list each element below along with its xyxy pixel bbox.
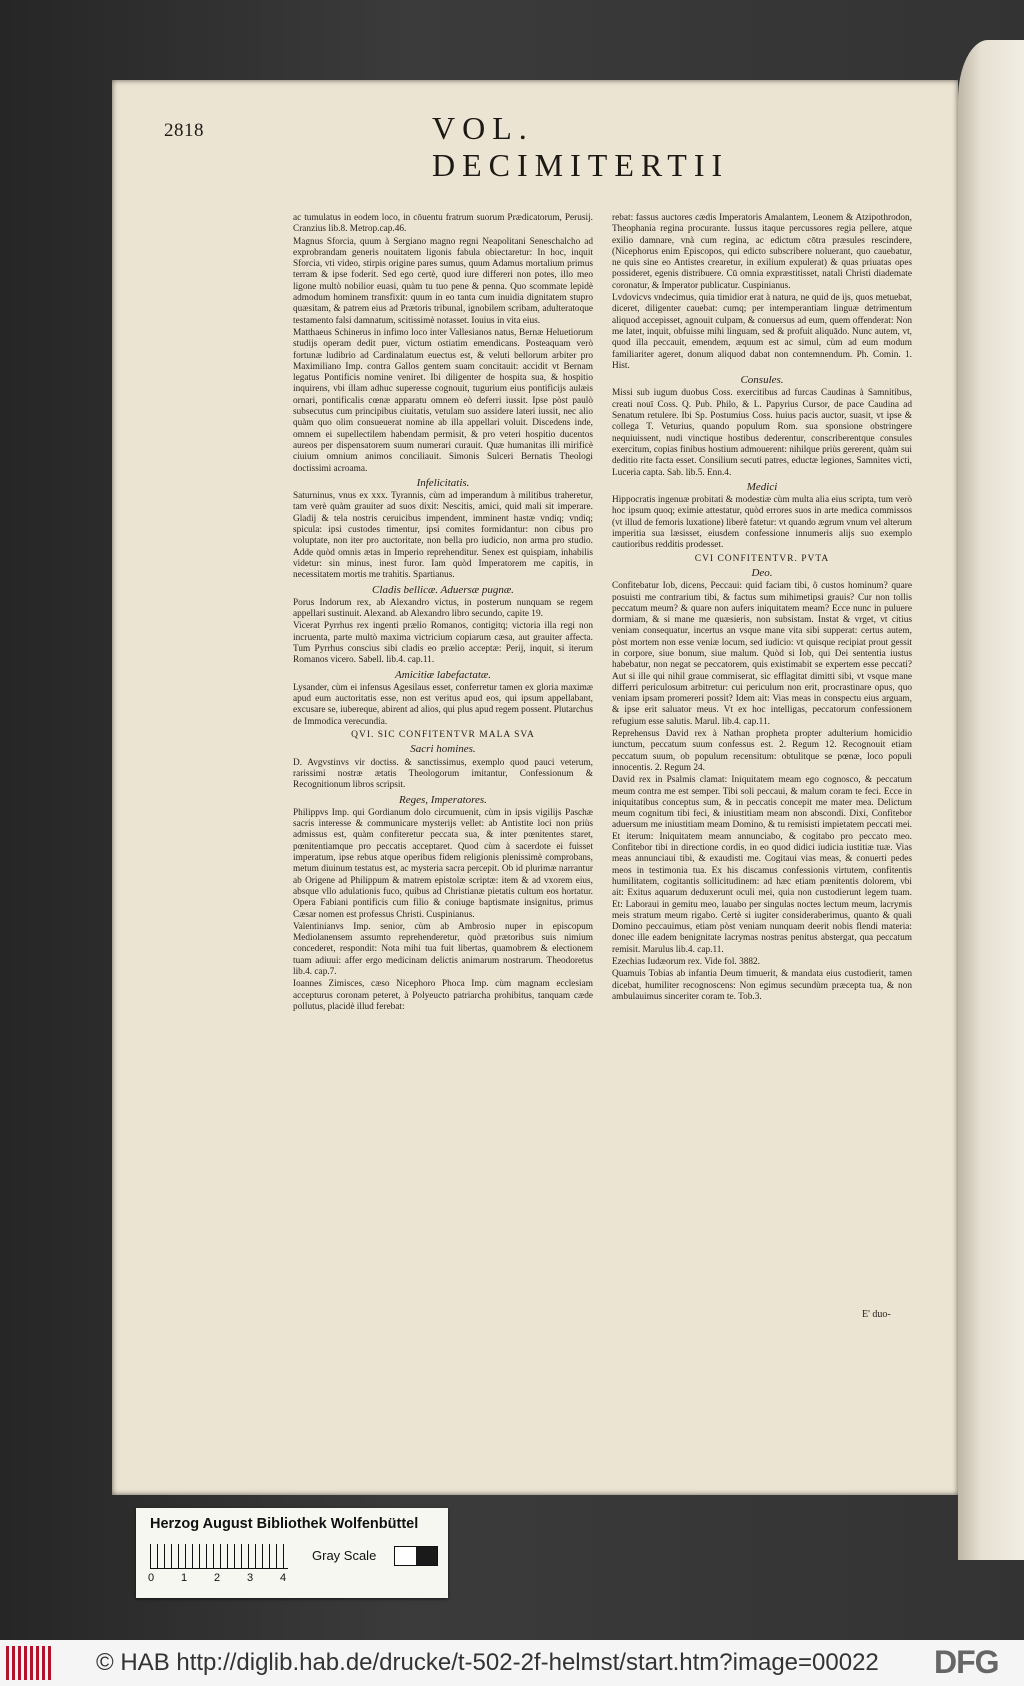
paragraph: Saturninus, vnus ex xxx. Tyrannis, cùm ad imperandum à militibus traheretur, tam verè quàm grauiter ad suos dixit: Nescitis, amici, quid mali sit imperare. Gladij & tela nostris ceruicibus impendent, imminent hastæ vndiq; vndiq; spicula: ipsi custodes timentur, ipsi comites formidantur: non cibus pro voluptate, non iter pro auctoritate, non bella pro iudicio, non arma pro studio. Adde quòd omnis ætas in Imperio reprehenditur. Senex est quispiam, inhabilis videtur: sin minus, inest furor. Iam quòd Imperatorem me capitis, in necessitatem mortis me trahitis. Spartianus. bbox=[293, 491, 593, 581]
ruler-tick-label: 4 bbox=[280, 1572, 287, 1584]
hab-logo-icon bbox=[6, 1646, 52, 1680]
paragraph: Quamuis Tobias ab infantia Deum timuerit, & mandata eius custodierit, tamen dicebat, humiliter recognoscens: Non egimus secundùm præcepta tua, & non ambulauimus sinceriter coram te. Tob.3. bbox=[612, 969, 912, 1002]
paragraph: Ezechias Iudæorum rex. Vide fol. 3882. bbox=[612, 957, 760, 967]
section-heading: Amicitiæ labefactatæ. bbox=[395, 668, 491, 681]
page-header bbox=[164, 110, 784, 183]
paragraph: Magnus Sforcia, quum à Sergiano magno regni Neapolitani Seneschalcho ad exprobrandam generis nouitatem ligonis fabula obiectaretur: In hoc, inquit Sforcia, vti video, stirpis origine pares sumus, quum Adamus mortalium primus terram & ipse foderit. Sed ego certè, quod iure differeri non potes, illo meo ligone multò nobilior euasi, quàm tu tuo pene & penna. Quo scommate lepidè admodum hominem transfixit: quum in eo tanta cum inuidia dignitatem stupro quæsitam, & patrem eius ad Prætoris tribunal, ignobilem scribam, adulteratoque testamento falsi damnatum, scitissimè notasset. Iouius in vita eius. bbox=[293, 236, 593, 326]
paragraph: Hippocratis ingenuæ probitati & modestiæ cùm multa alia eius scripta, tum verò hoc ipsum quoq; eximie attestatur, quòd errores suos in arte medica commissos (vt illud de femoris luxatione) liberè fatetur: vt quando ægrum vnum vel alterum imperitia sua læsisset, eiusdem confessione innumeris alijs suo exemplo cautioribus redditis prodesset. bbox=[612, 495, 912, 551]
paragraph: Porus Indorum rex, ab Alexandro victus, in posterum nunquam se regem appellari sustinuit. Alexand. ab Alexandro libro secundo, capite 19. bbox=[293, 597, 593, 620]
paragraph: Confitebatur Iob, dicens, Peccaui: quid faciam tibi, ô custos hominum? quare posuisti me contrarium tibi, & factus sum mihimetipsi grauis? Cur non tollis peccatum meum? & quare non aufers iniquitatem meam? Ecce nunc in puluere dormiam, & si mane me quæsieris, non subsistam. Instat & vrget, vt citius veniam consequatur, incertus an vsque mane vita sibi supperat: certus autem, pòst mortem non esse veniæ locum, sed iudicio: vt quisque recipiat prout gessit in corpore, siue bonum, siue malum. Quòd si Iob, qui Dei sententia iustus habebatur, non negat se peccatorem, quis existimabit se expertem esse peccati? Aut si ille qui nihil graue commiserat, sic efflagitat dimitti sibi, vt vsque mane differri periculosum arbitretur: cui periculum non erit, procrastinare opus, quo veniam ipsam promereri possit? Idem ait: Vias meas in conspectu eius arguam, & ipse erit saluator meus. Vt ex hoc intelligas, peccatorum confessionem refugium esse salutis. Marul. lib.4. cap.11. bbox=[612, 581, 912, 727]
section-heading: Sacri homines. bbox=[410, 743, 476, 756]
paragraph: Philippvs Imp. qui Gordianum dolo circumuenit, cùm in ipsis vigilijs Paschæ sacris interesse & communicare mysterijs vellet: ab Antistite loci non priùs admissus est, quàm confiteretur peccata sua, & inter pœnitentes staret, pœnitentiamque pro peccatis acceptaret. Quod cùm à sacerdote ei fuisset imperatum, ipse rebus atque operibus fidem religionis plenissimè comprobans, metum diuinum testatus est, ac mysteria sacra percepit. Ob id plurimæ narrantur ab Origene ad Philippum & matrem epistolæ scriptæ: item & ad vxorem eius, absque vllo adulationis fuco, quibus ad Christianæ pietatis cultum eos hortatur. Opera Fabiani pontificis cum filio & coniuge baptismate insignitus, primus Cæsar nomen est professus Christi. Cuspinianus. bbox=[293, 807, 593, 920]
library-name: Herzog August Bibliothek Wolfenbüttel bbox=[150, 1516, 419, 1532]
library-color-card bbox=[136, 1508, 448, 1598]
page-number: 2818 bbox=[164, 120, 204, 141]
paragraph: Reprehensus David rex à Nathan propheta propter adulterium homicidio iunctum, peccatum suum confessus est. 2. Regum 12. Recognouit etiam peccatum suum, ob populum recensitum: obtulitque se pœnæ, loco populi innocentis. 2. Regum 24. bbox=[612, 729, 912, 773]
paragraph: rebat: fassus auctores cædis Imperatoris Amalantem, Leonem & Atzipothrodon, Theophania regina procurante. Iussus itaque percussores regia pellere, atque exilio damnare, vnà cum regina, ac edictum cōtra præsules rescindere, (Nicephorus enim Episcopos, qui edicto subscribere noluerant, quo cauebatur, ne quis sine eo Antistes crearetur, in exilium expulerat) & quas priuatas opes possideret, egenis distribuere. Cū omnia expræstitisset, natali Christi diademate coronatur, & Imperator publicatur. Cuspinianus. bbox=[612, 213, 912, 291]
section-subheading: QVI. SIC CONFITENTVR MALA SVA bbox=[351, 730, 535, 741]
catchword: E' duo- bbox=[862, 1309, 891, 1320]
paragraph: Ioannes Zimisces, cæso Nicephoro Phoca Imp. cùm magnam ecclesiam accepturus coronam peteret, à Polyeucto patriarcha prohibitus, tanquam cæde pollutus, placidè illud ferebat: bbox=[293, 979, 593, 1012]
scale-ruler bbox=[150, 1544, 288, 1569]
section-subheading: CVI CONFITENTVR. PVTA bbox=[694, 553, 830, 564]
paragraph: Matthaeus Schinerus in infimo loco inter Vallesianos natus, Bernæ Heluetiorum studijs operam dedit puer, victum ostiatim emendicans. Posteaquam verò fortunæ ludibrio ad Cardinalatum euectus est, & veluti bellorum arbiter pro Maximiliano Imp. contra Gallos gentem suam concitauit: accidit vt Bernam legatus Pontificis nomine veniret. Ibi diligenter de hospita sua, & hospitio inquirens, vbi illam adhuc superesse cognouit, tugurium eius pontificijs aulæis ornari, pontificalis cœnæ apparatu omnem eò deferri iussit. Ipse pòst paulò subsecutus cum principibus ciuitatis, vetulam suo assidere lateri iussit, nec alio quàm quo olim consueuerat nomine ab illa appellari voluit. Discedens inde, omnem ei supellectilem habendam permisit, & pro veteri hospitio ducentos aureos per dispensatorem suum numerari curauit. Quæ humanitas illi mirificè ciuium omnium animos conciliauit. Simonis Sulceri Bernatis Theologi doctissimi acroama. bbox=[293, 327, 593, 474]
viewer-footer bbox=[0, 1640, 1024, 1686]
paragraph: David rex in Psalmis clamat: Iniquitatem meam ego cognosco, & peccatum meum contra me est semper. Tibi soli peccaui, & malum coram te feci. Ecce in iniquitatibus conceptus sum, & in peccatis concepit me mater mea. Delictum meum cognitum tibi feci, & iniustitiam meam non abscondi. Dixi, Confitebor aduersum me iniustitiam meam Domino, & tu remisisti impietatem peccati mei. Et iterum: Iniquitatem meam annunciabo, & cogitabo pro peccato meo. Confitebor tibi in directione cordis, in eo quod didici iudicia iustitiæ tuæ. Vias meas annunciaui tibi, & exaudisti me. Cogitaui vias meas, & conuerti pedes meos in testimonia tua. Ex his discamus confessionis virtutem, confitentis humilitatem, cogitantis sollicitudinem: ad hæc etiam pœnitentis dolorem, vbi ait: Exitus aquarum deduxerunt oculi mei, quia non custodierunt legem tuam. Et: Laboraui in gemitu meo, lauabo per singulas noctes lectum meum, lacrymis meis stratum meum rigabo. Certè si iugiter consideraberimus, quanto & quali Domino peccauimus, etiam pòst veniam nunquam deerit nobis flendi materia: donec ille eadem benignitate lacrymas nostras penitus abstergat, qua peccatum remisit. Marulus lib.4. cap.11. bbox=[612, 775, 912, 955]
adjacent-page-edge bbox=[958, 40, 1024, 1560]
paragraph: D. Avgvstinvs vir doctiss. & sanctissimus, exemplo quod pauci veterum, rarissimi nostræ ætatis Theologorum imitantur, Confessionum & Recognitionum libros scripsit. bbox=[293, 757, 593, 791]
paragraph: Valentinianvs Imp. senior, cùm ab Ambrosio nuper in episcopum Mediolanensem assumto reprehenderetur, quòd prætoribus suis nimium concederet, respondit: Nota mihi tua fuit libertas, quamobrem & electionem tuam adiuui: affer ergo medicinam delictis animarum nostrarum. Theodoretus lib.4. cap.7. bbox=[293, 921, 593, 977]
paragraph: Lvdovicvs vndecimus, quia timidior erat à natura, ne quid de ijs, quos metuebat, diceret, diligenter cauebat: cumq; per intemperantiam linguæ detrimentum aliquod accepisset, agnouit culpam, & conuersus ad eum, quem offenderat: Non me latet, inquit, obfuisse mihi linguam, sed & profuit aliquādo. Nunc autem, vt, quod illa peccauit, emendem, æquum est ac simul, cùm ad eum modum familiariter ageret, donum aliquod dabat non contemnendum. Ph. Comin. 1. Hist. bbox=[612, 293, 912, 371]
ruler-tick-label: 2 bbox=[214, 1572, 221, 1584]
section-heading: Reges, Imperatores. bbox=[399, 793, 487, 806]
ruler-tick-label: 1 bbox=[181, 1572, 188, 1584]
paragraph: Lysander, cùm ei infensus Agesilaus esset, conferretur tamen ex gloria maximæ apud eum auctoritatis esse, non est veritus apud eos, qui ipsum appellabant, excusare se, iubereque, abirent ad alios, qui plus apud regem possent. Plutarchus de Immodica verecundia. bbox=[293, 682, 593, 727]
paragraph: ac tumulatus in eodem loco, in cōuentu fratrum suorum Prædicatorum, Perusij. Cranzius lib.8. Metrop.cap.46. bbox=[293, 213, 593, 235]
section-heading: Medici bbox=[746, 480, 778, 493]
section-heading: Consules. bbox=[740, 374, 784, 387]
grayscale-swatch bbox=[394, 1546, 438, 1566]
ruler-tick-label: 0 bbox=[148, 1572, 155, 1584]
section-heading: Cladis bellicæ. Aduersæ pugnæ. bbox=[372, 583, 514, 596]
paragraph: Vicerat Pyrrhus rex ingenti prælio Romanos, contigitq; victoria illa regi non incruenta, parte multò maxima victricium copiarum cæsa, aut grauiter affecta. Tum Pyrrhus conscius sibi cladis eo prælio acceptæ: Perij, inquit, si iterum Romanos vicero. Sabell. lib.4. cap.11. bbox=[293, 621, 593, 666]
grayscale-label: Gray Scale bbox=[312, 1548, 377, 1563]
section-heading: Deo. bbox=[751, 566, 773, 579]
dfg-logo: DFG bbox=[934, 1644, 999, 1680]
ruler-tick-labels bbox=[148, 1572, 298, 1586]
paragraph: Missi sub iugum duobus Coss. exercitibus ad furcas Caudinas à Samnitibus, creati nouī Coss. Q. Pub. Philo, & L. Papyrius Cursor, de pace Caudina ad Senatum retulere. Ibi Sp. Postumius Coss. huius pacis auctor, suasit, vt ipse & collega T. Veturius, quando populum Rom. sua sponsione obstringere nequiuissent, nudi vinctique hostibus dederentur, conscriberentque consules exercitum, copias finibus hostium admouerent: nihilque priùs gererent, quàm sui deditio rite facta esset. Consilium secuti patres, eductæ legiones, Samnites victi, Luceria capta. Sab. lib.5. Enn.4. bbox=[612, 388, 912, 478]
right-text-column bbox=[612, 213, 912, 1004]
running-head: VOL. DECIMITERTII bbox=[432, 110, 730, 183]
left-text-column bbox=[293, 213, 593, 1014]
section-heading: Infelicitatis. bbox=[416, 476, 470, 489]
ruler-tick-label: 3 bbox=[247, 1572, 254, 1584]
permalink-link[interactable]: © HAB http://diglib.hab.de/drucke/t-502-2f-helmst/start.htm?image=00022 bbox=[96, 1649, 879, 1676]
